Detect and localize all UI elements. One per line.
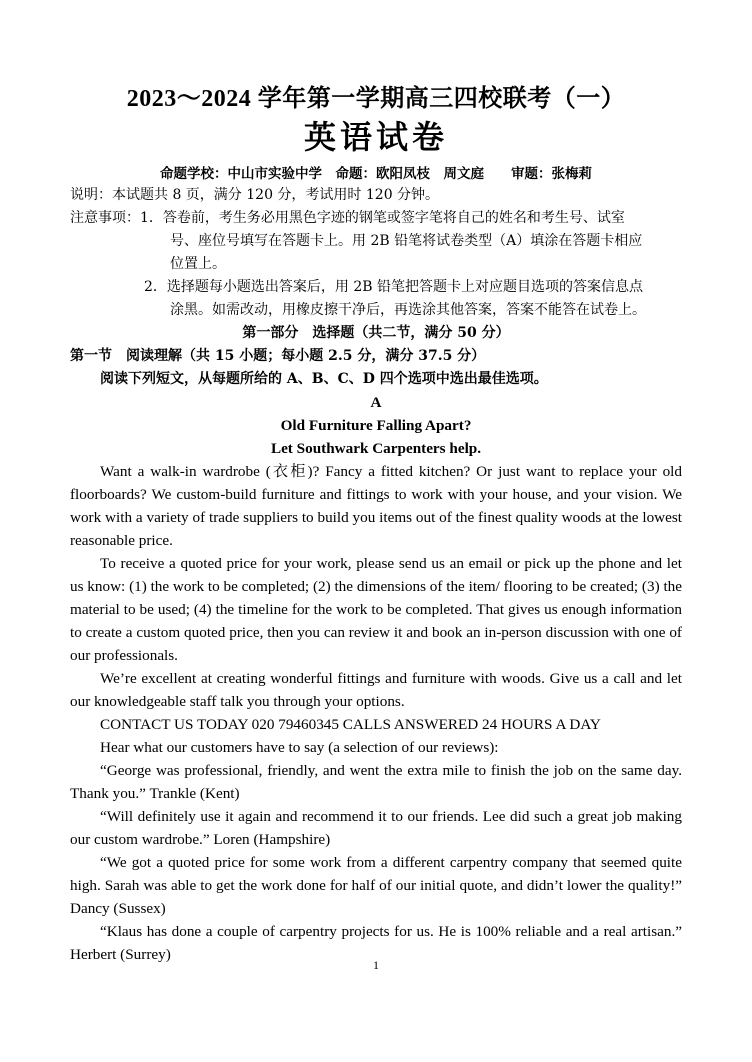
- exam-body: [70, 184, 682, 966]
- page-number: 1: [373, 958, 379, 972]
- instructions-item1-line1: 注意事项：1．答卷前，考生务必用黑色字迹的钢笔或签字笔将自己的姓名和考生号、试室: [70, 210, 625, 226]
- passage-label: A: [370, 394, 382, 411]
- instructions-item1-line2: 号、座位号填写在答题卡上。用 2B 铅笔将试卷类型（A）填涂在答题卡相应: [170, 233, 643, 249]
- passage-paragraph-2: To receive a quoted price for your work, please send us an email or pick up the phone and let us know: (1) the work to be completed; (2) the dimensions of the item/ flooring to be created; (3) the material to be used; (4) the timeline for the work to be completed. That gives us enough information to create a custom quoted price, then you can review it and book an in-person discussion with one of our professionals.: [70, 555, 682, 664]
- section1-directions: 阅读下列短文，从每题所给的 A、B、C、D 四个选项中选出最佳选项。: [100, 371, 548, 387]
- passage-paragraph-3: We’re excellent at creating wonderful fittings and furniture with woods. Give us a call and let our knowledgeable staff talk you through your options.: [70, 670, 682, 710]
- passage-paragraph-1: Want a walk-in wardrobe (衣柜)? Fancy a fitted kitchen? Or just want to replace your old floorboards? We custom-build furniture and fittings to work with your house, and your vision. We work with a variety of trade suppliers to build you items out of the finest quality woods at the lowest reasonable price.: [70, 463, 682, 549]
- exam-subject: 英语试卷: [303, 118, 448, 156]
- passage-headline-2: Let Southwark Carpenters help.: [270, 440, 482, 457]
- instructions-item2-line2: 涂黑。如需改动，用橡皮擦干净后，再选涂其他答案，答案不能答在试卷上。: [170, 302, 646, 318]
- instructions-item2-line1: 2．选择题每小题选出答案后，用 2B 铅笔把答题卡上对应题目选项的答案信息点: [144, 279, 644, 295]
- passage-headline-1: Old Furniture Falling Apart?: [280, 417, 472, 434]
- instructions-item1-line3: 位置上。: [170, 256, 226, 272]
- exam-authors: 命题学校：中山市实验中学 命题：欧阳凤枝 周文庭 审题：张梅莉: [160, 166, 592, 182]
- review-3: “We got a quoted price for some work from a different carpentry company that seemed quite high. Sarah was able to get the work done for half of our initial quote, and didn’t lower the quality!” Dancy (Sussex): [70, 854, 682, 917]
- exam-title: 2023～2024 学年第一学期高三四校联考（一）: [126, 86, 626, 112]
- review-1: “George was professional, friendly, and went the extra mile to finish the job on the same day. Thank you.” Trankle (Kent): [70, 762, 682, 802]
- passage-reviews-intro: Hear what our customers have to say (a selection of our reviews):: [100, 739, 499, 756]
- review-2: “Will definitely use it again and recommend it to our friends. Lee did such a great job making our custom wardrobe.” Loren (Hampshire): [70, 808, 682, 848]
- instructions-note: 说明：本试题共 8 页，满分 120 分，考试用时 120 分钟。: [70, 187, 440, 203]
- review-4: “Klaus has done a couple of carpentry projects for us. He is 100% reliable and a real artisan.” Herbert (Surrey): [70, 923, 682, 963]
- section1-heading: 第一节 阅读理解（共 15 小题；每小题 2.5 分，满分 37.5 分）: [70, 348, 486, 364]
- part1-heading: 第一部分 选择题（共二节，满分 50 分）: [242, 325, 510, 341]
- passage-contact: CONTACT US TODAY 020 79460345 CALLS ANSWERED 24 HOURS A DAY: [100, 716, 601, 733]
